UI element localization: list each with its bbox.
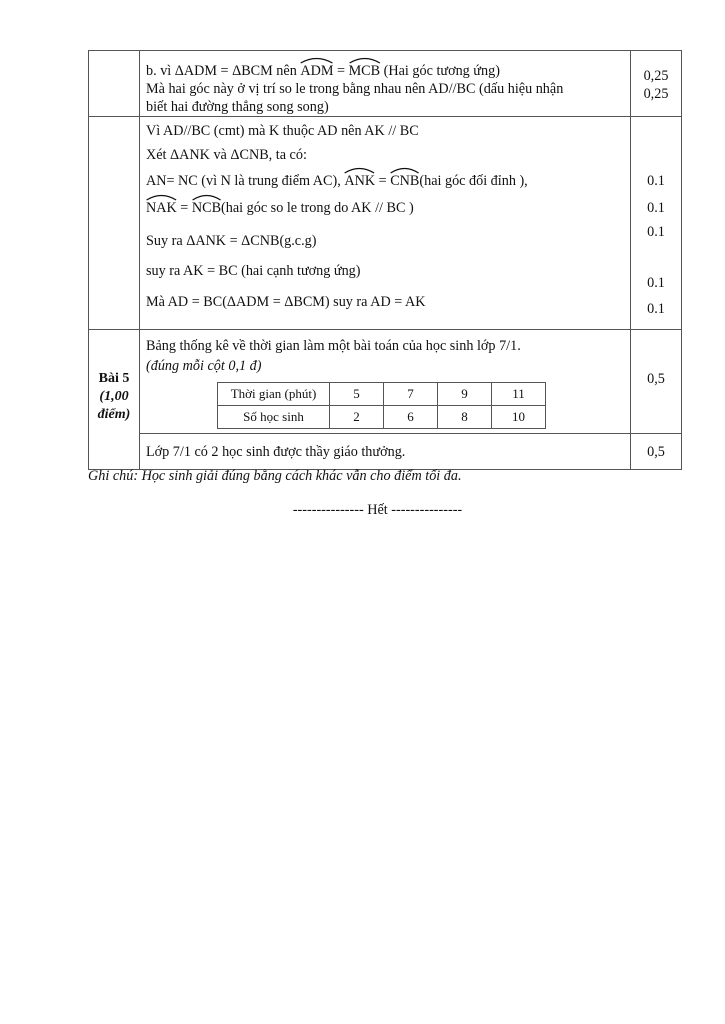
text-line: Bảng thống kê về thời gian làm một bài toán của học sinh lớp 7/1.: [146, 338, 521, 354]
score-cell: [631, 434, 682, 470]
statistics-table: [217, 382, 546, 429]
stats-cell: 5: [330, 383, 384, 406]
content-cell: [140, 117, 631, 330]
text-line: suy ra AK = BC (hai cạnh tương ứng): [146, 263, 361, 279]
stats-cell: 8: [438, 406, 492, 429]
score: 0,25: [643, 68, 669, 84]
grading-row-bai5: [89, 330, 682, 434]
stats-row-time: [218, 383, 546, 406]
stats-cell: 11: [492, 383, 546, 406]
score: 0,5: [647, 443, 665, 460]
text-line: Vì AD//BC (cmt) mà K thuộc AD nên AK // BC: [146, 123, 419, 139]
text-line: Lớp 7/1 có 2 học sinh được thầy giáo thưởng.: [146, 443, 406, 460]
footnote: Ghi chú: Học sinh giải đúng bằng cách khác vẫn cho điểm tối đa.: [88, 468, 462, 484]
text-line: Suy ra ΔANK = ΔCNB(g.c.g): [146, 233, 317, 249]
score: 0.1: [647, 275, 665, 291]
end-marker: --------------- Hết ---------------: [292, 502, 463, 518]
text-line: Mà AD = BC(ΔADM = ΔBCM) suy ra AD = AK: [146, 294, 426, 310]
content-cell: [140, 51, 631, 117]
text-line: biết hai đường thẳng song song): [146, 99, 329, 115]
angle-ank: ANK: [344, 172, 375, 190]
score: 0.1: [647, 224, 665, 240]
score: 0,5: [647, 370, 665, 387]
text-line: AN= NC (vì N là trung điểm AC), ANK = CNB(hai góc đối đỉnh ),: [146, 172, 528, 190]
text-line: (đúng mỗi cột 0,1 đ): [146, 358, 262, 374]
stats-header: Số học sinh: [218, 406, 330, 429]
angle-mcb: MCB: [349, 62, 381, 80]
angle-nak: NAK: [146, 199, 177, 217]
angle-adm: ADM: [300, 62, 333, 80]
score-cell: [631, 51, 682, 117]
bai5-points: (1,00: [99, 388, 129, 404]
grading-row-1: [89, 51, 682, 117]
stats-header: Thời gian (phút): [218, 383, 330, 406]
text-line: Xét ΔANK và ΔCNB, ta có:: [146, 147, 307, 163]
content-cell: [140, 434, 631, 470]
grading-table: [88, 50, 682, 470]
bai5-points-unit: điểm): [97, 406, 131, 422]
stats-cell: 7: [384, 383, 438, 406]
score: 0.1: [647, 301, 665, 317]
stats-cell: 6: [384, 406, 438, 429]
score-cell: [631, 330, 682, 434]
score-cell: [631, 117, 682, 330]
score: 0.1: [647, 173, 665, 189]
label-cell-empty: [89, 51, 140, 117]
text-line: NAK = NCB(hai góc so le trong do AK // BC ): [146, 199, 414, 217]
angle-ncb: NCB: [192, 199, 221, 217]
stats-row-students: [218, 406, 546, 429]
angle-cnb: CNB: [390, 172, 419, 190]
stats-cell: 9: [438, 383, 492, 406]
stats-cell: 10: [492, 406, 546, 429]
bai5-label: Bài 5: [98, 370, 130, 386]
grading-row-bai5b: [89, 434, 682, 470]
score: 0,25: [643, 86, 669, 102]
score: 0.1: [647, 200, 665, 216]
text-line: Mà hai góc này ở vị trí so le trong bằng nhau nên AD//BC (dấu hiệu nhận: [146, 81, 564, 97]
grading-row-2: [89, 117, 682, 330]
stats-cell: 2: [330, 406, 384, 429]
bai5-label-cell: [89, 330, 140, 470]
label-cell-empty: [89, 117, 140, 330]
content-cell: [140, 330, 631, 434]
text-line: b. vì ΔADM = ΔBCM nên ADM = MCB (Hai góc tương ứng): [146, 62, 624, 80]
